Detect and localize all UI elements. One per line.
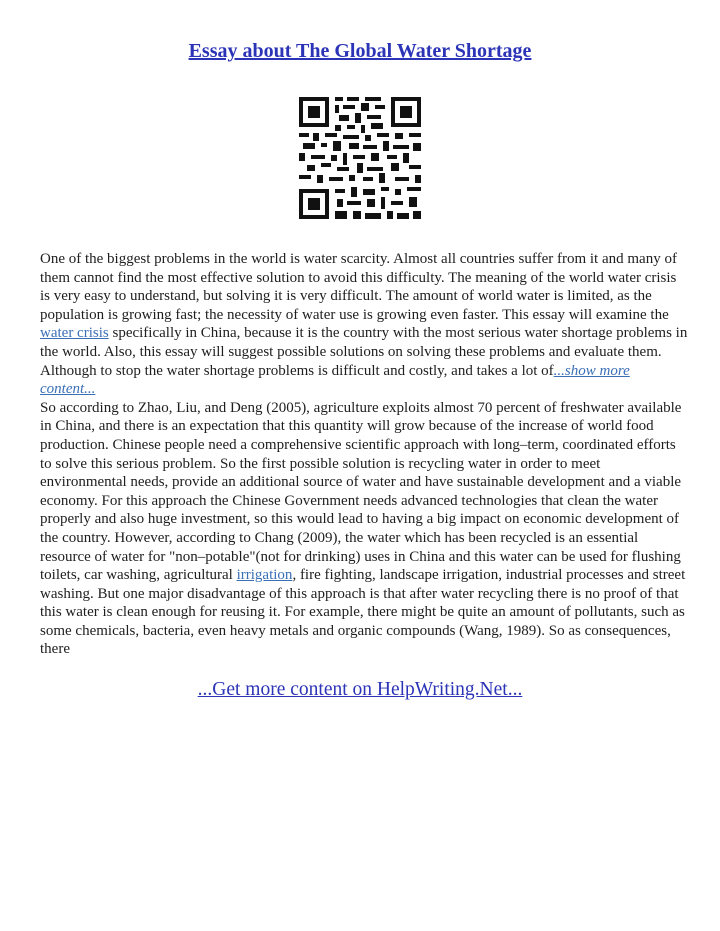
water-crisis-link[interactable]: water crisis bbox=[40, 325, 109, 342]
irrigation-link[interactable]: irrigation bbox=[236, 567, 293, 584]
essay-paragraph-1 bbox=[40, 250, 688, 399]
qr-code-icon bbox=[299, 97, 421, 219]
paragraph-text: specifically in China, because it is the country with the most serious water shortage problems in the world. Also, this essay will suggest possible solutions on solving these problems and evaluate them. Although to stop the water shortage problems is difficult and costly, and takes a lot of bbox=[40, 325, 688, 379]
get-more-content bbox=[0, 679, 720, 701]
page-title bbox=[0, 40, 720, 63]
essay-body bbox=[40, 250, 688, 659]
essay-paragraph-2 bbox=[40, 399, 688, 659]
title-link[interactable]: Essay about The Global Water Shortage bbox=[188, 40, 532, 62]
get-more-content-link[interactable]: ...Get more content on HelpWriting.Net... bbox=[197, 679, 523, 700]
show-more-link[interactable]: ...show more content... bbox=[40, 362, 630, 398]
paragraph-text: One of the biggest problems in the world is water scarcity. Almost all countries suffer from it and many of them cannot find the most effective solution to avoid this difficulty. The meaning of the world water crisis is very easy to understand, but solving it is very difficult. The amount of world water is limited, as the population is growing fast; the necessity of water use is growing even faster. This essay will examine the bbox=[40, 251, 677, 323]
paragraph-text: So according to Zhao, Liu, and Deng (2005), agriculture exploits almost 70 percent of freshwater available in China, and there is an expectation that this quantity will grow because of the increase of world food production. Chinese people need a comprehensive scientific approach with long–term, coordinated efforts to solve this serious problem. So the first possible solution is recycling water in order to meet environmental needs, provide an additional source of water and have sustainable development and a viable economy. For this approach the Chinese Government needs advanced technologies that clean the water properly and also huge investment, so this would lead to having a big impact on economic development of the country. However, according to Chang (2009), the water which has been recycled is an essential resource of water for "non–potable"(not for drinking) uses in China and this water can be used for flushing toilets, car washing, agricultural bbox=[40, 399, 682, 584]
paragraph-text: , fire fighting, landscape irrigation, industrial processes and street washing. But one major disadvantage of this approach is that after water recycling there is no proof of that this water is clean enough for reusing it. For example, there might be quite an amount of pollutants, such as some chemicals, bacteria, even heavy metals and organic compounds (Wang, 1989). So as consequences, there bbox=[40, 567, 686, 658]
